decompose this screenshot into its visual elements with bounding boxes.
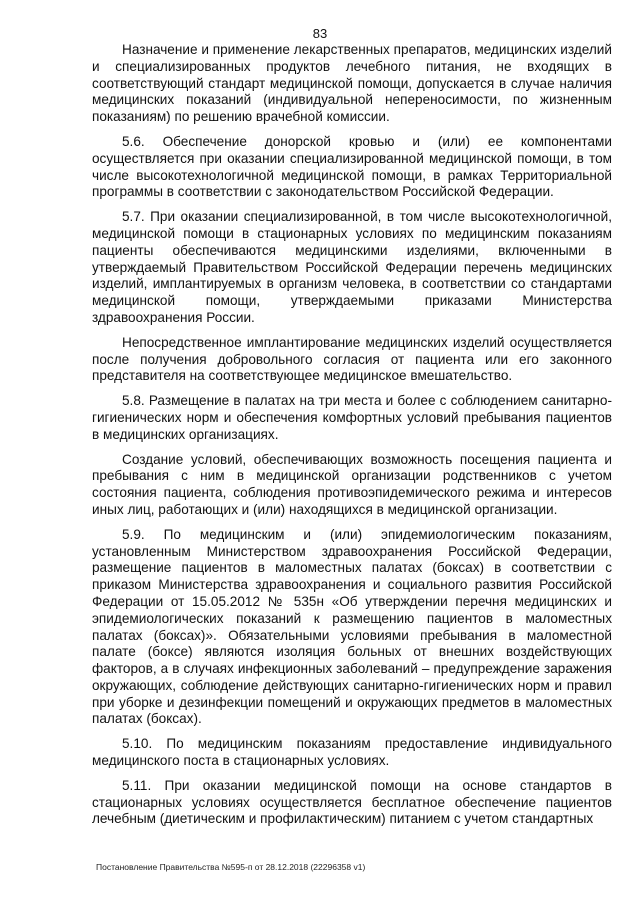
paragraph-5-11-nutrition: 5.11. При оказании медицинской помощи на основе стандартов в стационарных условиях осуществляется бесплатное обеспечение пациентов лечебным (диетическим и профилактическим) питанием с учетом стандартных — [92, 777, 612, 827]
paragraph-prescription-rules: Назначение и применение лекарственных препаратов, медицинских изделий и специализированных продуктов лечебного питания, не входящих в соответствующий стандарт медицинской помощи, допускается в случае наличия медицинских показаний (индивидуальной непереносимости, по жизненным показаниям) по решению врачебной комиссии. — [92, 42, 612, 125]
paragraph-visiting-conditions: Создание условий, обеспечивающих возможность посещения пациента и пребывания с ним в медицинской организации родственников с учетом состояния пациента, соблюдения противоэпидемического режима и интересов иных лиц, работающих и (или) находящихся в медицинской организации. — [92, 451, 612, 517]
document-body — [92, 42, 612, 836]
paragraph-5-9-isolation-wards: 5.9. По медицинским и (или) эпидемиологическим показаниям, установленным Министерством здравоохранения Российской Федерации, размещение пациентов в маломестных палатах (боксах) в соответствии с приказом Министерства здравоохранения и социального развития Российской Федерации от 15.05.2012 № 535н «Об утверждении перечня медицинских и эпидемиологических показаний к размещению пациентов в маломестных палатах (боксах)». Обязательными условиями пребывания в маломестной палате (боксе) являются изоляция больных от внешних воздействующих факторов, а в случаях инфекционных заболеваний – предупреждение заражения окружающих, соблюдение действующих санитарно-гигиенических норм и правил при уборке и дезинфекции помещений и окружающих предметов в маломестных палатах (боксах). — [92, 526, 612, 727]
paragraph-5-7-medical-devices: 5.7. При оказании специализированной, в том числе высокотехнологичной, медицинской помощи в стационарных условиях по медицинским показаниям пациенты обеспечиваются медицинскими изделиями, включенными в утверждаемый Правительством Российской Федерации перечень медицинских изделий, имплантируемых в организм человека, в соответствии со стандартами медицинской помощи, утверждаемыми приказами Министерства здравоохранения России. — [92, 209, 612, 325]
page-number: 83 — [312, 26, 328, 41]
paragraph-5-10-individual-post: 5.10. По медицинским показаниям предоставление индивидуального медицинского поста в стационарных условиях. — [92, 736, 612, 769]
document-footer: Постановление Правительства №595-п от 28.12.2018 (22296358 v1) — [96, 862, 366, 872]
paragraph-implant-consent: Непосредственное имплантирование медицинских изделий осуществляется после получения добровольного согласия от пациента или его законного представителя на соответствующее медицинское вмешательство. — [92, 334, 612, 384]
paragraph-5-6-donor-blood: 5.6. Обеспечение донорской кровью и (или) ее компонентами осуществляется при оказании специализированной медицинской помощи, в том числе высокотехнологичной медицинской помощи, в рамках Территориальной программы в соответствии с законодательством Российской Федерации. — [92, 133, 612, 200]
paragraph-5-8-ward-placement: 5.8. Размещение в палатах на три места и более с соблюдением санитарно-гигиенических норм и обеспечения комфортных условий пребывания пациентов в медицинских организациях. — [92, 393, 612, 442]
